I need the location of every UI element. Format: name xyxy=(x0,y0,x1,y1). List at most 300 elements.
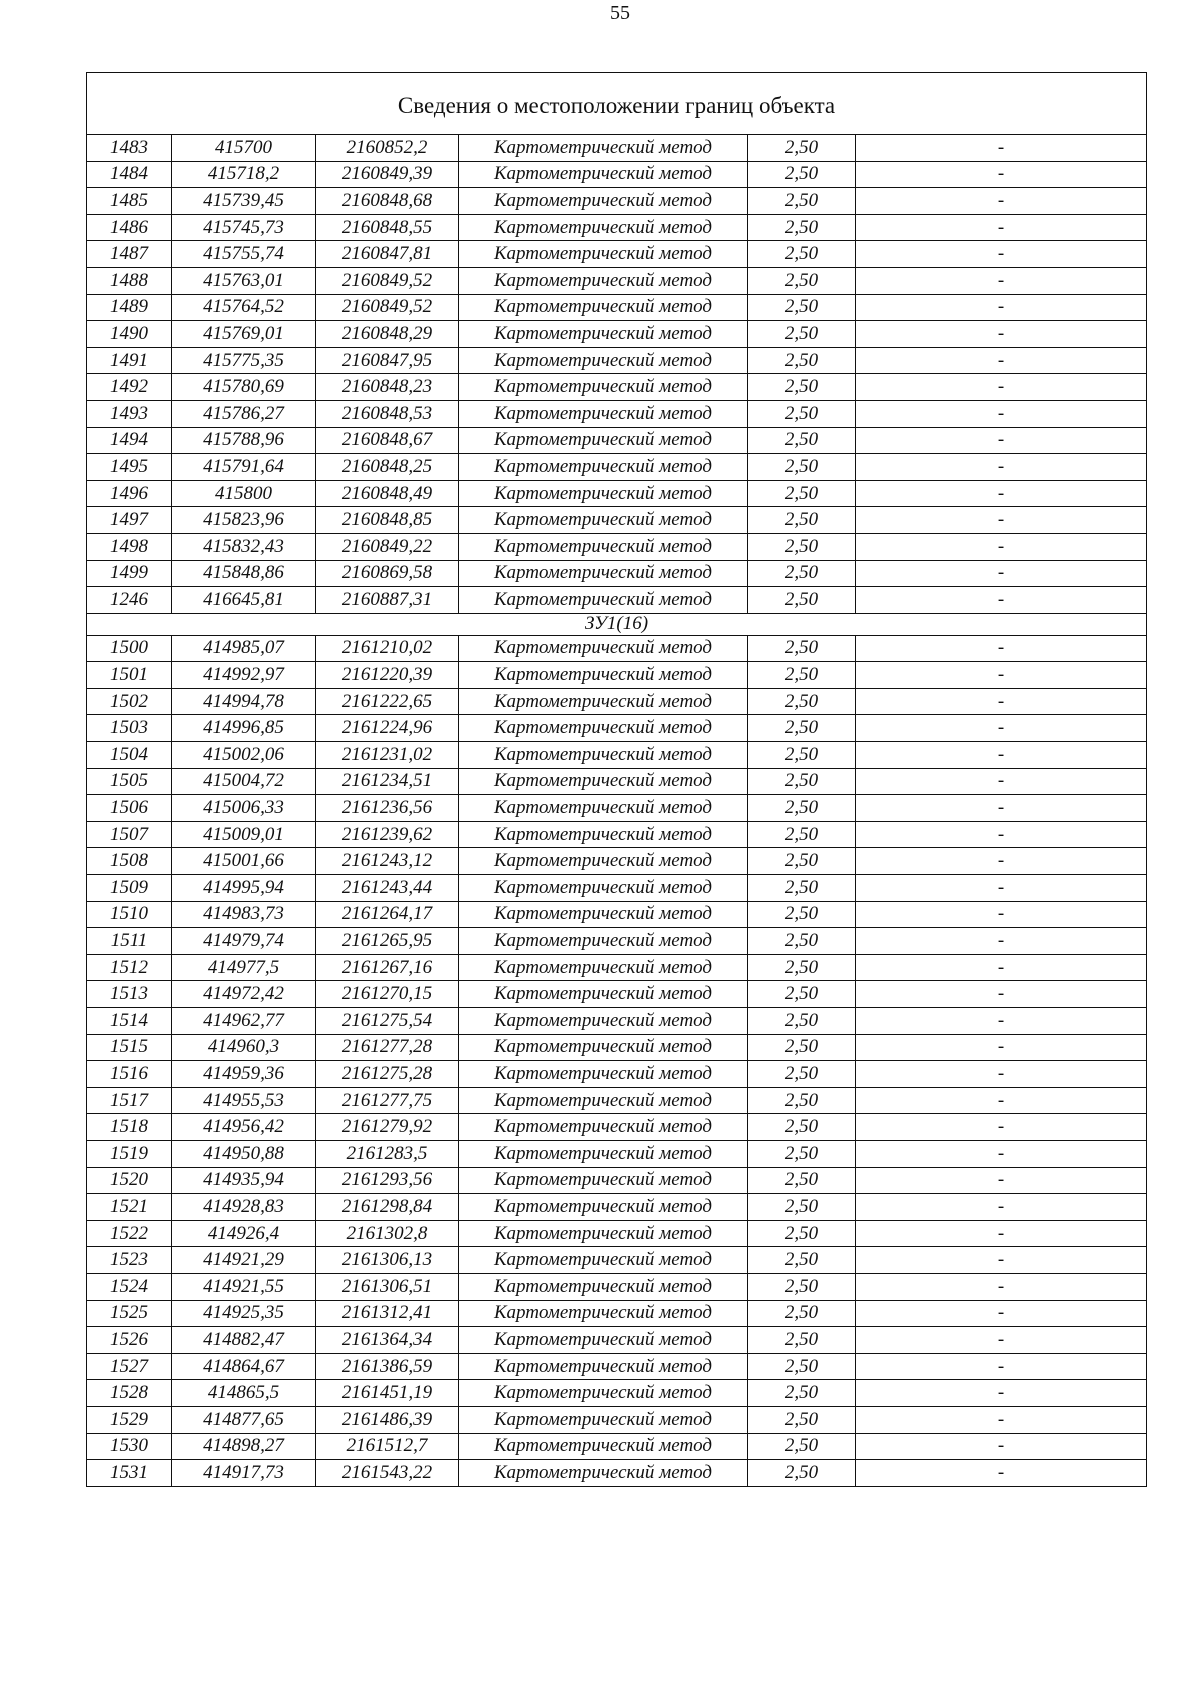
method-cell: Картометрический метод xyxy=(459,135,748,162)
description-cell: - xyxy=(856,374,1147,401)
method-cell: Картометрический метод xyxy=(459,635,748,662)
coord-y-cell: 2161243,12 xyxy=(316,848,459,875)
table-row xyxy=(87,688,1147,715)
coord-y-cell: 2161312,41 xyxy=(316,1300,459,1327)
table-row xyxy=(87,480,1147,507)
point-number-cell: 1519 xyxy=(87,1140,172,1167)
description-cell: - xyxy=(856,241,1147,268)
method-cell: Картометрический метод xyxy=(459,188,748,215)
coord-x-cell: 415791,64 xyxy=(172,454,316,481)
coord-y-cell: 2161243,44 xyxy=(316,875,459,902)
description-cell: - xyxy=(856,1167,1147,1194)
method-cell: Картометрический метод xyxy=(459,1034,748,1061)
description-cell: - xyxy=(856,848,1147,875)
precision-cell: 2,50 xyxy=(748,1460,856,1487)
precision-cell: 2,50 xyxy=(748,161,856,188)
point-number-cell: 1505 xyxy=(87,768,172,795)
precision-cell: 2,50 xyxy=(748,533,856,560)
method-cell: Картометрический метод xyxy=(459,1273,748,1300)
table-row xyxy=(87,1273,1147,1300)
coord-y-cell: 2160849,39 xyxy=(316,161,459,188)
method-cell: Картометрический метод xyxy=(459,400,748,427)
table-row xyxy=(87,848,1147,875)
coord-x-cell: 414921,55 xyxy=(172,1273,316,1300)
table-row xyxy=(87,135,1147,162)
description-cell: - xyxy=(856,901,1147,928)
coord-y-cell: 2161279,92 xyxy=(316,1114,459,1141)
method-cell: Картометрический метод xyxy=(459,480,748,507)
description-cell: - xyxy=(856,507,1147,534)
table-row xyxy=(87,454,1147,481)
method-cell: Картометрический метод xyxy=(459,161,748,188)
point-number-cell: 1513 xyxy=(87,981,172,1008)
table-row xyxy=(87,1220,1147,1247)
precision-cell: 2,50 xyxy=(748,1300,856,1327)
description-cell: - xyxy=(856,294,1147,321)
point-number-cell: 1517 xyxy=(87,1087,172,1114)
coord-y-cell: 2161264,17 xyxy=(316,901,459,928)
precision-cell: 2,50 xyxy=(748,294,856,321)
point-number-cell: 1527 xyxy=(87,1353,172,1380)
coord-y-cell: 2160848,68 xyxy=(316,188,459,215)
precision-cell: 2,50 xyxy=(748,1433,856,1460)
precision-cell: 2,50 xyxy=(748,241,856,268)
coord-x-cell: 415848,86 xyxy=(172,560,316,587)
precision-cell: 2,50 xyxy=(748,928,856,955)
coord-x-cell: 414898,27 xyxy=(172,1433,316,1460)
coord-y-cell: 2161210,02 xyxy=(316,635,459,662)
method-cell: Картометрический метод xyxy=(459,901,748,928)
method-cell: Картометрический метод xyxy=(459,821,748,848)
description-cell: - xyxy=(856,1300,1147,1327)
precision-cell: 2,50 xyxy=(748,400,856,427)
point-number-cell: 1520 xyxy=(87,1167,172,1194)
method-cell: Картометрический метод xyxy=(459,768,748,795)
table-row xyxy=(87,533,1147,560)
coord-y-cell: 2161277,28 xyxy=(316,1034,459,1061)
point-number-cell: 1497 xyxy=(87,507,172,534)
point-number-cell: 1491 xyxy=(87,347,172,374)
method-cell: Картометрический метод xyxy=(459,1300,748,1327)
method-cell: Картометрический метод xyxy=(459,742,748,769)
table-row xyxy=(87,294,1147,321)
coord-x-cell: 414996,85 xyxy=(172,715,316,742)
method-cell: Картометрический метод xyxy=(459,1220,748,1247)
point-number-cell: 1495 xyxy=(87,454,172,481)
point-number-cell: 1522 xyxy=(87,1220,172,1247)
method-cell: Картометрический метод xyxy=(459,981,748,1008)
method-cell: Картометрический метод xyxy=(459,1406,748,1433)
description-cell: - xyxy=(856,400,1147,427)
description-cell: - xyxy=(856,1220,1147,1247)
point-number-cell: 1530 xyxy=(87,1433,172,1460)
point-number-cell: 1503 xyxy=(87,715,172,742)
point-number-cell: 1493 xyxy=(87,400,172,427)
point-number-cell: 1485 xyxy=(87,188,172,215)
table-row xyxy=(87,662,1147,689)
method-cell: Картометрический метод xyxy=(459,1433,748,1460)
coord-y-cell: 2161220,39 xyxy=(316,662,459,689)
description-cell: - xyxy=(856,1247,1147,1274)
coord-x-cell: 414928,83 xyxy=(172,1194,316,1221)
method-cell: Картометрический метод xyxy=(459,1008,748,1035)
coord-y-cell: 2160848,49 xyxy=(316,480,459,507)
table-row xyxy=(87,1327,1147,1354)
table-row xyxy=(87,1140,1147,1167)
table-row xyxy=(87,161,1147,188)
table-row xyxy=(87,1167,1147,1194)
table-row xyxy=(87,587,1147,614)
precision-cell: 2,50 xyxy=(748,374,856,401)
coord-x-cell: 414926,4 xyxy=(172,1220,316,1247)
description-cell: - xyxy=(856,1460,1147,1487)
method-cell: Картометрический метод xyxy=(459,662,748,689)
point-number-cell: 1511 xyxy=(87,928,172,955)
coord-x-cell: 414994,78 xyxy=(172,688,316,715)
method-cell: Картометрический метод xyxy=(459,848,748,875)
method-cell: Картометрический метод xyxy=(459,1167,748,1194)
coord-y-cell: 2160847,95 xyxy=(316,347,459,374)
page-number: 55 xyxy=(610,2,630,24)
point-number-cell: 1492 xyxy=(87,374,172,401)
coord-x-cell: 415739,45 xyxy=(172,188,316,215)
section-row xyxy=(87,613,1147,635)
coord-y-cell: 2161306,13 xyxy=(316,1247,459,1274)
precision-cell: 2,50 xyxy=(748,795,856,822)
coord-x-cell: 414959,36 xyxy=(172,1061,316,1088)
coord-y-cell: 2160848,25 xyxy=(316,454,459,481)
coord-x-cell: 415009,01 xyxy=(172,821,316,848)
description-cell: - xyxy=(856,928,1147,955)
coord-x-cell: 415769,01 xyxy=(172,321,316,348)
coord-x-cell: 415700 xyxy=(172,135,316,162)
point-number-cell: 1486 xyxy=(87,214,172,241)
precision-cell: 2,50 xyxy=(748,1140,856,1167)
coord-y-cell: 2161222,65 xyxy=(316,688,459,715)
coord-y-cell: 2160849,22 xyxy=(316,533,459,560)
description-cell: - xyxy=(856,188,1147,215)
coord-x-cell: 414925,35 xyxy=(172,1300,316,1327)
coord-y-cell: 2161293,56 xyxy=(316,1167,459,1194)
table-title: Сведения о местоположении границ объекта xyxy=(87,73,1147,135)
point-number-cell: 1504 xyxy=(87,742,172,769)
precision-cell: 2,50 xyxy=(748,1194,856,1221)
description-cell: - xyxy=(856,454,1147,481)
point-number-cell: 1529 xyxy=(87,1406,172,1433)
coord-x-cell: 415745,73 xyxy=(172,214,316,241)
method-cell: Картометрический метод xyxy=(459,294,748,321)
table-row xyxy=(87,1433,1147,1460)
precision-cell: 2,50 xyxy=(748,321,856,348)
coord-y-cell: 2160848,23 xyxy=(316,374,459,401)
point-number-cell: 1508 xyxy=(87,848,172,875)
description-cell: - xyxy=(856,135,1147,162)
table-row xyxy=(87,742,1147,769)
table-row xyxy=(87,507,1147,534)
coord-y-cell: 2160848,85 xyxy=(316,507,459,534)
point-number-cell: 1525 xyxy=(87,1300,172,1327)
coord-y-cell: 2161306,51 xyxy=(316,1273,459,1300)
precision-cell: 2,50 xyxy=(748,662,856,689)
point-number-cell: 1518 xyxy=(87,1114,172,1141)
point-number-cell: 1494 xyxy=(87,427,172,454)
precision-cell: 2,50 xyxy=(748,1034,856,1061)
coord-x-cell: 414985,07 xyxy=(172,635,316,662)
coord-y-cell: 2161543,22 xyxy=(316,1460,459,1487)
coord-x-cell: 416645,81 xyxy=(172,587,316,614)
table-row xyxy=(87,1008,1147,1035)
description-cell: - xyxy=(856,1406,1147,1433)
table-row xyxy=(87,267,1147,294)
description-cell: - xyxy=(856,267,1147,294)
table-row xyxy=(87,821,1147,848)
coord-x-cell: 414962,77 xyxy=(172,1008,316,1035)
coord-x-cell: 414917,73 xyxy=(172,1460,316,1487)
precision-cell: 2,50 xyxy=(748,587,856,614)
table-row xyxy=(87,768,1147,795)
precision-cell: 2,50 xyxy=(748,1380,856,1407)
description-cell: - xyxy=(856,1194,1147,1221)
description-cell: - xyxy=(856,1114,1147,1141)
description-cell: - xyxy=(856,1353,1147,1380)
precision-cell: 2,50 xyxy=(748,1273,856,1300)
description-cell: - xyxy=(856,1433,1147,1460)
description-cell: - xyxy=(856,161,1147,188)
precision-cell: 2,50 xyxy=(748,347,856,374)
point-number-cell: 1496 xyxy=(87,480,172,507)
table-row xyxy=(87,400,1147,427)
method-cell: Картометрический метод xyxy=(459,214,748,241)
coord-x-cell: 414977,5 xyxy=(172,954,316,981)
table-row xyxy=(87,1194,1147,1221)
coord-x-cell: 415001,66 xyxy=(172,848,316,875)
coord-x-cell: 415780,69 xyxy=(172,374,316,401)
precision-cell: 2,50 xyxy=(748,1061,856,1088)
description-cell: - xyxy=(856,1087,1147,1114)
table-row xyxy=(87,715,1147,742)
coord-x-cell: 414995,94 xyxy=(172,875,316,902)
table-row xyxy=(87,954,1147,981)
description-cell: - xyxy=(856,533,1147,560)
point-number-cell: 1514 xyxy=(87,1008,172,1035)
coord-y-cell: 2161231,02 xyxy=(316,742,459,769)
precision-cell: 2,50 xyxy=(748,1167,856,1194)
point-number-cell: 1512 xyxy=(87,954,172,981)
method-cell: Картометрический метод xyxy=(459,715,748,742)
method-cell: Картометрический метод xyxy=(459,454,748,481)
table-row xyxy=(87,214,1147,241)
coord-y-cell: 2161270,15 xyxy=(316,981,459,1008)
table-row xyxy=(87,188,1147,215)
coord-y-cell: 2161224,96 xyxy=(316,715,459,742)
method-cell: Картометрический метод xyxy=(459,427,748,454)
coord-y-cell: 2161364,34 xyxy=(316,1327,459,1354)
table-row xyxy=(87,1380,1147,1407)
point-number-cell: 1246 xyxy=(87,587,172,614)
description-cell: - xyxy=(856,427,1147,454)
point-number-cell: 1523 xyxy=(87,1247,172,1274)
description-cell: - xyxy=(856,954,1147,981)
table-row xyxy=(87,321,1147,348)
description-cell: - xyxy=(856,715,1147,742)
description-cell: - xyxy=(856,347,1147,374)
coord-y-cell: 2160848,67 xyxy=(316,427,459,454)
coord-x-cell: 415004,72 xyxy=(172,768,316,795)
coord-y-cell: 2160848,29 xyxy=(316,321,459,348)
precision-cell: 2,50 xyxy=(748,768,856,795)
precision-cell: 2,50 xyxy=(748,635,856,662)
method-cell: Картометрический метод xyxy=(459,688,748,715)
description-cell: - xyxy=(856,1061,1147,1088)
table-row xyxy=(87,374,1147,401)
coord-x-cell: 414960,3 xyxy=(172,1034,316,1061)
table-row xyxy=(87,1300,1147,1327)
point-number-cell: 1509 xyxy=(87,875,172,902)
coord-x-cell: 414864,67 xyxy=(172,1353,316,1380)
coord-y-cell: 2160847,81 xyxy=(316,241,459,268)
description-cell: - xyxy=(856,768,1147,795)
method-cell: Картометрический метод xyxy=(459,533,748,560)
coord-y-cell: 2160848,53 xyxy=(316,400,459,427)
precision-cell: 2,50 xyxy=(748,688,856,715)
coord-x-cell: 415002,06 xyxy=(172,742,316,769)
precision-cell: 2,50 xyxy=(748,1220,856,1247)
table-row xyxy=(87,1034,1147,1061)
precision-cell: 2,50 xyxy=(748,875,856,902)
method-cell: Картометрический метод xyxy=(459,928,748,955)
table-row xyxy=(87,1460,1147,1487)
precision-cell: 2,50 xyxy=(748,214,856,241)
coord-y-cell: 2161277,75 xyxy=(316,1087,459,1114)
precision-cell: 2,50 xyxy=(748,954,856,981)
precision-cell: 2,50 xyxy=(748,480,856,507)
coord-y-cell: 2161234,51 xyxy=(316,768,459,795)
table-row xyxy=(87,241,1147,268)
point-number-cell: 1501 xyxy=(87,662,172,689)
precision-cell: 2,50 xyxy=(748,1247,856,1274)
method-cell: Картометрический метод xyxy=(459,347,748,374)
coord-y-cell: 2161275,28 xyxy=(316,1061,459,1088)
coord-x-cell: 415718,2 xyxy=(172,161,316,188)
point-number-cell: 1487 xyxy=(87,241,172,268)
point-number-cell: 1499 xyxy=(87,560,172,587)
coord-y-cell: 2161486,39 xyxy=(316,1406,459,1433)
description-cell: - xyxy=(856,795,1147,822)
precision-cell: 2,50 xyxy=(748,454,856,481)
point-number-cell: 1490 xyxy=(87,321,172,348)
description-cell: - xyxy=(856,1034,1147,1061)
coord-y-cell: 2161512,7 xyxy=(316,1433,459,1460)
precision-cell: 2,50 xyxy=(748,715,856,742)
coord-x-cell: 415006,33 xyxy=(172,795,316,822)
section-label: ЗУ1(16) xyxy=(87,613,1147,635)
description-cell: - xyxy=(856,688,1147,715)
method-cell: Картометрический метод xyxy=(459,1327,748,1354)
table-row xyxy=(87,1247,1147,1274)
method-cell: Картометрический метод xyxy=(459,875,748,902)
coord-y-cell: 2161283,5 xyxy=(316,1140,459,1167)
description-cell: - xyxy=(856,560,1147,587)
table-row xyxy=(87,1087,1147,1114)
coord-y-cell: 2161302,8 xyxy=(316,1220,459,1247)
point-number-cell: 1498 xyxy=(87,533,172,560)
precision-cell: 2,50 xyxy=(748,742,856,769)
point-number-cell: 1488 xyxy=(87,267,172,294)
point-number-cell: 1510 xyxy=(87,901,172,928)
table-row xyxy=(87,901,1147,928)
method-cell: Картометрический метод xyxy=(459,1061,748,1088)
method-cell: Картометрический метод xyxy=(459,587,748,614)
precision-cell: 2,50 xyxy=(748,1008,856,1035)
coord-y-cell: 2161267,16 xyxy=(316,954,459,981)
point-number-cell: 1484 xyxy=(87,161,172,188)
method-cell: Картометрический метод xyxy=(459,267,748,294)
coord-x-cell: 415788,96 xyxy=(172,427,316,454)
precision-cell: 2,50 xyxy=(748,1087,856,1114)
coord-x-cell: 415763,01 xyxy=(172,267,316,294)
table-row xyxy=(87,875,1147,902)
coord-y-cell: 2161236,56 xyxy=(316,795,459,822)
precision-cell: 2,50 xyxy=(748,267,856,294)
coord-x-cell: 414877,65 xyxy=(172,1406,316,1433)
point-number-cell: 1500 xyxy=(87,635,172,662)
method-cell: Картометрический метод xyxy=(459,1353,748,1380)
coord-y-cell: 2160848,55 xyxy=(316,214,459,241)
point-number-cell: 1489 xyxy=(87,294,172,321)
coord-x-cell: 415755,74 xyxy=(172,241,316,268)
precision-cell: 2,50 xyxy=(748,1114,856,1141)
method-cell: Картометрический метод xyxy=(459,1087,748,1114)
point-number-cell: 1524 xyxy=(87,1273,172,1300)
method-cell: Картометрический метод xyxy=(459,507,748,534)
coord-y-cell: 2160849,52 xyxy=(316,294,459,321)
coord-x-cell: 414882,47 xyxy=(172,1327,316,1354)
coord-y-cell: 2161298,84 xyxy=(316,1194,459,1221)
coord-x-cell: 414950,88 xyxy=(172,1140,316,1167)
coord-y-cell: 2161265,95 xyxy=(316,928,459,955)
coord-x-cell: 415800 xyxy=(172,480,316,507)
coord-y-cell: 2161239,62 xyxy=(316,821,459,848)
point-number-cell: 1526 xyxy=(87,1327,172,1354)
method-cell: Картометрический метод xyxy=(459,560,748,587)
description-cell: - xyxy=(856,821,1147,848)
description-cell: - xyxy=(856,1380,1147,1407)
precision-cell: 2,50 xyxy=(748,507,856,534)
precision-cell: 2,50 xyxy=(748,821,856,848)
coord-y-cell: 2161386,59 xyxy=(316,1353,459,1380)
method-cell: Картометрический метод xyxy=(459,1140,748,1167)
point-number-cell: 1515 xyxy=(87,1034,172,1061)
description-cell: - xyxy=(856,480,1147,507)
coord-x-cell: 414972,42 xyxy=(172,981,316,1008)
point-number-cell: 1531 xyxy=(87,1460,172,1487)
method-cell: Картометрический метод xyxy=(459,321,748,348)
precision-cell: 2,50 xyxy=(748,981,856,1008)
description-cell: - xyxy=(856,1327,1147,1354)
method-cell: Картометрический метод xyxy=(459,1114,748,1141)
description-cell: - xyxy=(856,321,1147,348)
table-row xyxy=(87,1114,1147,1141)
point-number-cell: 1521 xyxy=(87,1194,172,1221)
method-cell: Картометрический метод xyxy=(459,1247,748,1274)
table-row xyxy=(87,1353,1147,1380)
point-number-cell: 1502 xyxy=(87,688,172,715)
table-row xyxy=(87,635,1147,662)
precision-cell: 2,50 xyxy=(748,1406,856,1433)
precision-cell: 2,50 xyxy=(748,560,856,587)
coord-x-cell: 414955,53 xyxy=(172,1087,316,1114)
precision-cell: 2,50 xyxy=(748,848,856,875)
